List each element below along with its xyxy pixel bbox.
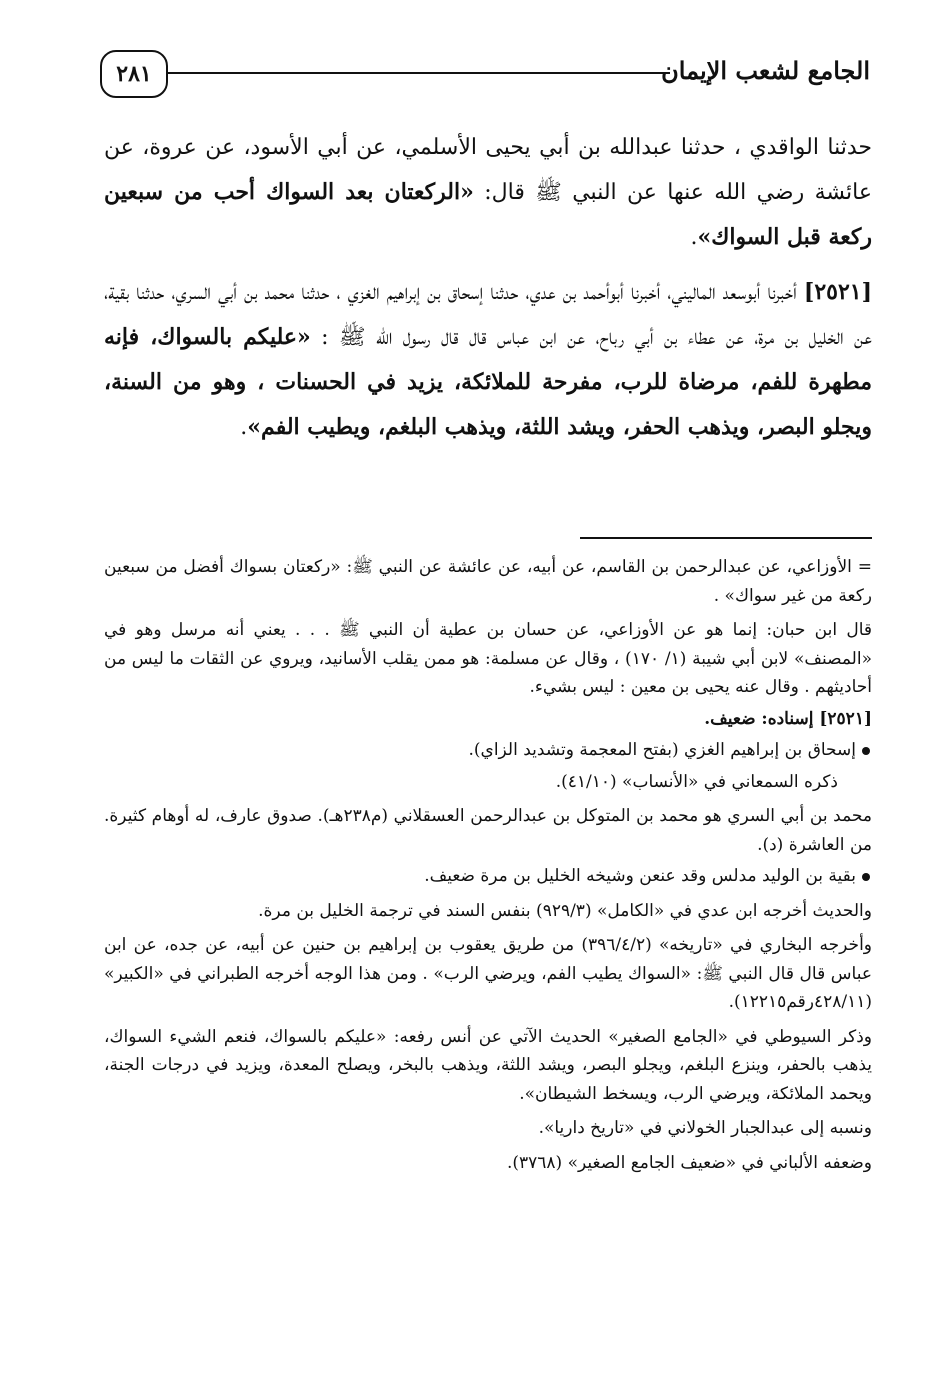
footnote-paragraph: قال ابن حبان: إنما هو عن الأوزاعي، عن حسان بن عطية أن النبي ﷺ . . . يعني أنه مرسل وهو في «المصنف» لابن أبي شيبة (١/ ١٧٠) ، وقال عن مسلمة: هو ممن يقلب الأسانيد، ويروي عن الثقات ما ليس من أحاديثهم . وقال عنه يحيى بن معين : ليس بشيء. [104, 620, 872, 697]
running-header [100, 50, 870, 100]
isnad-text: حدثنا الواقدي ، حدثنا عبدالله بن أبي يحيى الأسلمي، عن أبي الأسود، عن عروة، [142, 135, 872, 160]
footnote-divider [580, 537, 872, 539]
narrator-bullet: إسحاق بن إبراهيم الغزي (بفتح المعجمة وتشديد الزاي). [104, 736, 872, 765]
book-title: الجامع لشعب الإيمان [661, 56, 870, 85]
footnote-paragraph: ونسبه إلى عبدالجبار الخولاني في «تاريخ داريا». [538, 1118, 872, 1138]
page-number: ٢٨١ [100, 50, 168, 98]
footnote-paragraph: وأخرجه البخاري في «تاريخه» (٣٩٦/٤/٢) من طريق يعقوب بن إبراهيم بن حنين عن أبيه، عن جده، عن ابن عباس قال قال النبي ﷺ: «السواك يطيب الفم، ويرضي الرب» . ومن هذا الوجه أخرجه الطبراني في «الكبير» (٤٢٨/١١رقم١٢٢١٥). [104, 935, 873, 1012]
punctuation: . [690, 225, 698, 250]
punctuation: . [240, 415, 248, 440]
isnad-grading: [٢٥٢١] إسناده: ضعيف. [704, 708, 872, 729]
hadith-2520-tail [104, 125, 872, 260]
narrator-bullet: بقية بن الوليد مدلس وقد عنعن وشيخه الخليل بن مرة ضعيف. [104, 862, 872, 891]
isnad-text: أخبرنا أبوسعد الماليني، أخبرنا أبوأحمد بن عدي، حدثنا إسحاق بن إبراهيم الغزي ، حدثنا محمد بن أبي السري، حدثنا بقية، عن الخليل بن مرة، عن عطاء بن أبي رباح، عن ابن عباس قال قال رسول الله ﷺ : [104, 280, 873, 350]
isnad-text: عن عائشة رضي الله عنها عن النبي ﷺ قال: [104, 135, 872, 205]
footnote-paragraph: وضعفه الألباني في «ضعيف الجامع الصغير» (٣٧٦٨). [506, 1152, 872, 1173]
footnote-paragraph: ذكره السمعاني في «الأنساب» (٤١/١٠). [555, 771, 838, 792]
hadith-matn: «الركعتان بعد السواك أحب من سبعين ركعة قبل السواك» [104, 179, 872, 250]
footnote-paragraph: = الأوزاعي، عن عبدالرحمن بن القاسم، عن أبيه، عن عائشة عن النبي ﷺ: «ركعتان بسواك أفضل من سبعين ركعة من غير سواك» . [104, 557, 872, 606]
footnotes [104, 553, 872, 1180]
hadith-number: [٢٥٢١] [803, 279, 872, 305]
hadith-2521 [104, 270, 872, 450]
footnote-paragraph: والحديث أخرجه ابن عدي في «الكامل» (٩٢٩/٣) بنفس السند في ترجمة الخليل بن مرة. [258, 900, 872, 921]
hadith-matn: «عليكم بالسواك، فإنه مطهرة للفم، مرضاة للرب، مفرحة للملائكة، يزيد في الحسنات ، وهو من السنة، ويجلو البصر، ويذهب الحفر، ويشد اللثة، ويذهب البلغم، ويطيب الفم» [104, 324, 872, 440]
footnote-paragraph: محمد بن أبي السري هو محمد بن المتوكل بن عبدالرحمن العسقلاني (م٢٣٨هـ). صدوق عارف، له أوهام كثيرة. من العاشرة (د). [104, 806, 873, 855]
main-text [104, 125, 872, 460]
footnote-paragraph: وذكر السيوطي في «الجامع الصغير» الحديث الآتي عن أنس رفعه: «عليكم بالسواك، فنعم الشيء السواك، يذهب بالحفر، وينزع البلغم، ويجلو البصر، ويشد اللثة، ويذهب بالبخر، ويصلح المعدة، ويزيد في درجات الجنة، ويحمد الملائكة، ويرضي الرب، ويسخط الشيطان». [104, 1026, 872, 1104]
header-rule [166, 72, 670, 74]
